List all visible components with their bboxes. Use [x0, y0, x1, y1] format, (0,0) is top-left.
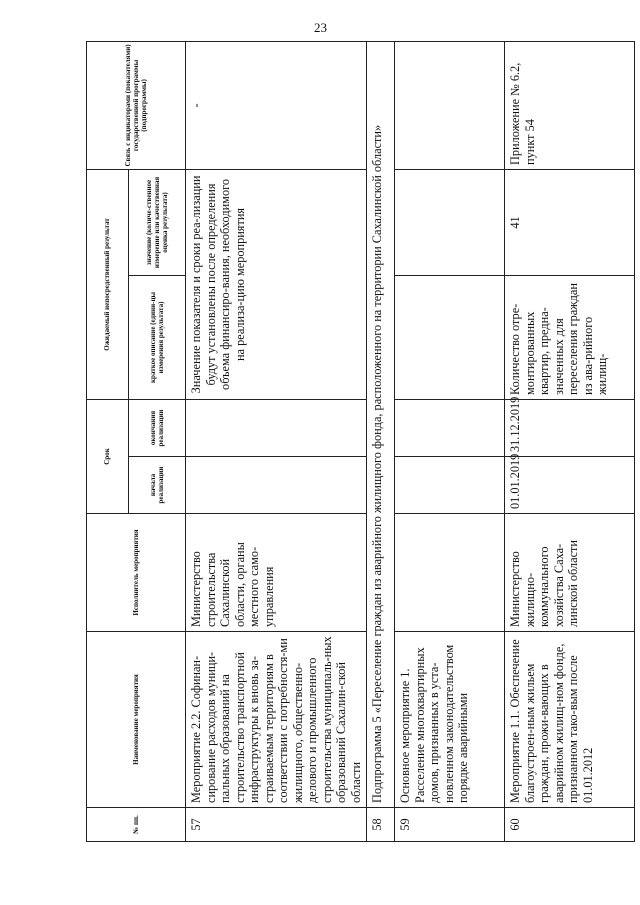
table-row — [186, 41, 367, 841]
row-start: 01.01.2019 — [505, 457, 635, 514]
row-brief: Количество отре-монтированных квартир, предна-значенных для переселения граждан из ава-рийного жилищ- — [505, 275, 635, 399]
row-num: 58 — [367, 808, 395, 842]
row-num: 59 — [395, 808, 505, 842]
header-executor: Исполнитель мероприятия — [87, 514, 186, 632]
table-row — [367, 41, 395, 841]
row-brief — [395, 275, 505, 399]
row-name: Основное мероприятие 1. Расселение многоквартирных домов, признанных в уста-новленном законодательством порядке аварийными — [395, 632, 505, 808]
subprogram-title: Подпрограмма 5 «Переселение граждан из аварийного жилищного фонда, расположенного на территории Сахалинской области» — [367, 41, 395, 807]
row-value: 41 — [505, 169, 635, 275]
row-value — [395, 169, 505, 275]
row-result: Значение показателя и сроки реа-лизации будут установлены после определения объема финансиро-вания, необходимого на реализа-цию мероприятия — [186, 169, 367, 399]
header-result: Ожидаемый непосредственный результат — [87, 169, 129, 399]
row-executor — [395, 514, 505, 632]
program-table — [86, 41, 635, 842]
row-num: 60 — [505, 808, 635, 842]
row-executor: Министерство жилищно-коммунального хозяйства Саха-линской области — [505, 514, 635, 632]
row-num: 57 — [186, 808, 367, 842]
page-number: 23 — [314, 20, 327, 35]
header-value: значение (количе-ственное измерение или качественная оценка результата) — [129, 169, 186, 275]
rotated-table-container — [86, 42, 609, 842]
header-name: Наименование мероприятия — [87, 632, 186, 808]
table-row — [395, 41, 505, 841]
row-end — [395, 399, 505, 456]
row-link — [395, 41, 505, 169]
row-start — [395, 457, 505, 514]
row-link: Приложение № 6.2, пункт 54 — [505, 41, 635, 169]
row-name: Мероприятие 2.2. Софинан-сирование расходов муници-пальных образований на строительство транспортной инфраструктуры к вновь за-страиваемым территориям в соответствии с потребностя-ми жилищного, общественно-делового и промышленного строительства муниципаль-ных образований Сахалин-ской области — [186, 632, 367, 808]
row-end: 31.12.2019 — [505, 399, 635, 456]
header-brief: краткое описание (едини-цы измерения результата) — [129, 275, 186, 399]
header-link: Связь с индикаторами (показателями) государственной программы (подпрограммы) — [87, 41, 186, 169]
table-row — [505, 41, 635, 841]
row-end — [186, 399, 367, 456]
header-end: окончания реализации — [129, 399, 186, 456]
header-num: № пп. — [87, 808, 186, 842]
header-start: начала реализации — [129, 457, 186, 514]
row-link: - — [186, 41, 367, 169]
row-executor: Министерство строительства Сахалинской области, органы местного само-управления — [186, 514, 367, 632]
header-term: Срок — [87, 399, 129, 513]
row-start — [186, 457, 367, 514]
row-name: Мероприятие 1.1. Обеспечение благоустроен-ным жильем граждан, прожи-вающих в аварийном жилищ-ном фонде, признанном тако-вым после 01.01.2012 — [505, 632, 635, 808]
